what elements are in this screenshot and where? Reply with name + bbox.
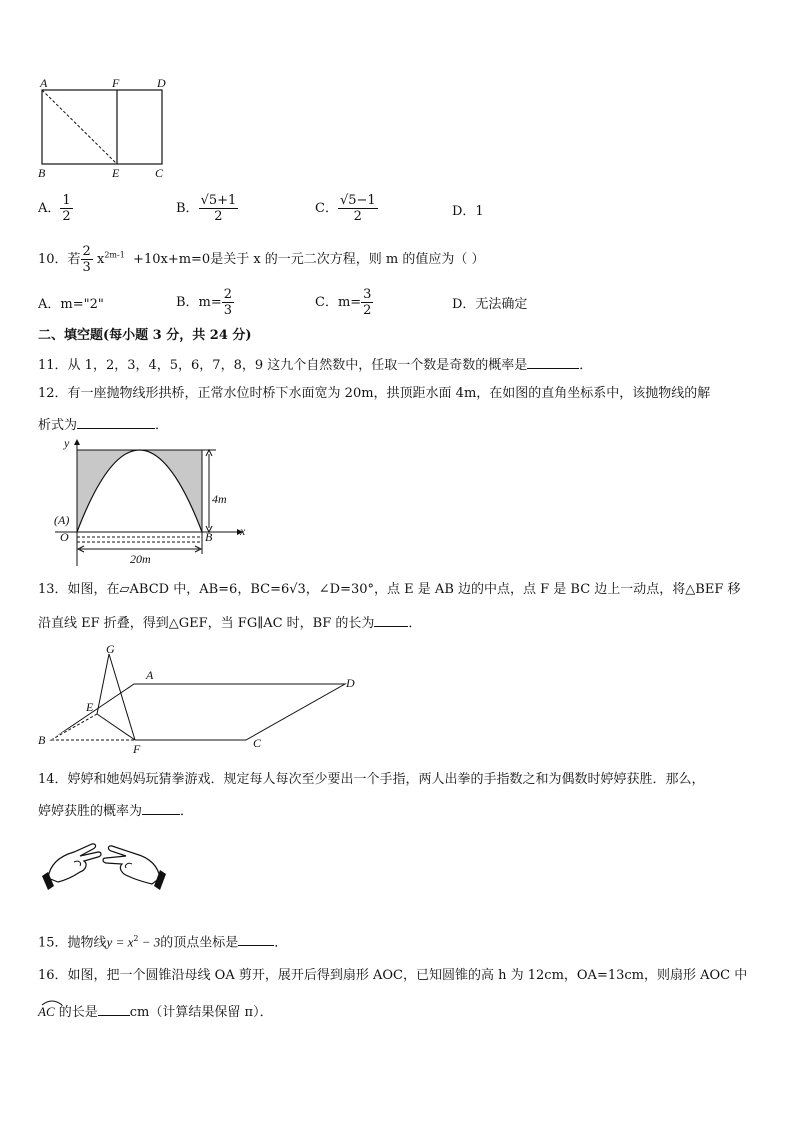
q13-line2: 沿直线 EF 折叠，得到△GEF，当 FG∥AC 时，BF 的长为 ． (38, 616, 422, 631)
q16-line2: AC 的长是 cm（计算结果保留 π）． (38, 1004, 273, 1020)
q12-line1: 12．有一座抛物线形拱桥，正常水位时桥下水面宽为 20m，拱顶距水面 4m，在如图的直角坐标系中，该抛物线的解 (38, 386, 711, 401)
q12-label-O: O (60, 530, 69, 544)
q12-answer-blank[interactable] (77, 416, 155, 429)
section-title: 二、填空题(每小题 3 分，共 24 分) (38, 328, 252, 343)
q13-label-G: G (106, 642, 115, 656)
parallelogram-fold-figure (40, 640, 370, 755)
q12-label-y: y (64, 436, 70, 450)
label-D: D (157, 76, 166, 90)
q14-answer-blank[interactable] (142, 802, 180, 815)
q9-option-c: C． $\frac{√5-1}{2}$ (315, 193, 376, 224)
q15-answer-blank[interactable] (238, 933, 274, 946)
q9-option-d: D．1 (452, 204, 484, 219)
q13-label-F: F (133, 742, 141, 756)
q13-label-D: D (346, 676, 355, 690)
q12-label-4m: 4m (212, 492, 227, 506)
q10-option-a: A．m="2" (38, 297, 104, 312)
q12-label-A: (A) (54, 513, 70, 527)
arc-AC: AC (38, 1004, 55, 1019)
q14-line1: 14．婷婷和她妈妈玩猜拳游戏．规定每人每次至少要出一个手指，两人出拳的手指数之和为偶数时婷婷获胜．那么， (38, 772, 705, 787)
label-A: A (40, 76, 48, 90)
label-B: B (38, 166, 46, 180)
q16-line1: 16．如图，把一个圆锥沿母线 OA 剪开，展开后得到扇形 AOC，已知圆锥的高 h 为 12cm，OA=13cm，则扇形 AOC 中 (38, 968, 748, 983)
q16-answer-blank[interactable] (98, 1003, 130, 1016)
q11-answer-blank[interactable] (527, 356, 579, 369)
label-F: F (112, 76, 120, 90)
q13-line1: 13．如图，在▱ABCD 中，AB=6，BC=6√3，∠D=30°，点 E 是 AB 边的中点，点 F 是 BC 边上一动点，将△BEF 移 (38, 582, 741, 597)
q12-label-20m: 20m (130, 552, 151, 566)
q10-option-d: D．无法确定 (452, 297, 528, 312)
q13-label-B: B (38, 733, 46, 747)
label-C: C (155, 166, 164, 180)
arc-symbol (40, 998, 64, 1006)
q9-option-a: A． $\frac{1}{2}$ (38, 193, 71, 224)
label-E: E (112, 166, 120, 180)
q13-label-C: C (253, 736, 262, 750)
q15: 15．抛物线$y = x^2 - 3$的顶点坐标是 ． (38, 934, 288, 951)
q11: 11．从 1，2，3，4，5，6，7，8，9 这九个自然数中，任取一个数是奇数的概率是 ． (38, 358, 593, 373)
q9-option-b: B． $\frac{√5+1}{2}$ (176, 193, 237, 224)
q14-line2: 婷婷获胜的概率为 ． (38, 804, 194, 819)
q10-option-c: C．m= $\frac{3}{2}$ (315, 287, 372, 318)
hand-gesture-icon (40, 834, 170, 894)
q12-label-B: B (205, 530, 213, 544)
q13-answer-blank[interactable] (374, 614, 408, 627)
q13-label-A: A (146, 668, 154, 682)
q10-stem: 10．若 $\frac{2}{3}$ $x^{2m-1} +10x+m=0$是关于 x 的一元二次方程，则 m 的值应为（ ） (38, 244, 485, 275)
q12-line2: 析式为 ． (38, 418, 169, 433)
q10-option-b: B．m= $\frac{2}{3}$ (176, 287, 233, 318)
q12-label-x: x (240, 524, 246, 538)
q13-label-E: E (86, 700, 94, 714)
